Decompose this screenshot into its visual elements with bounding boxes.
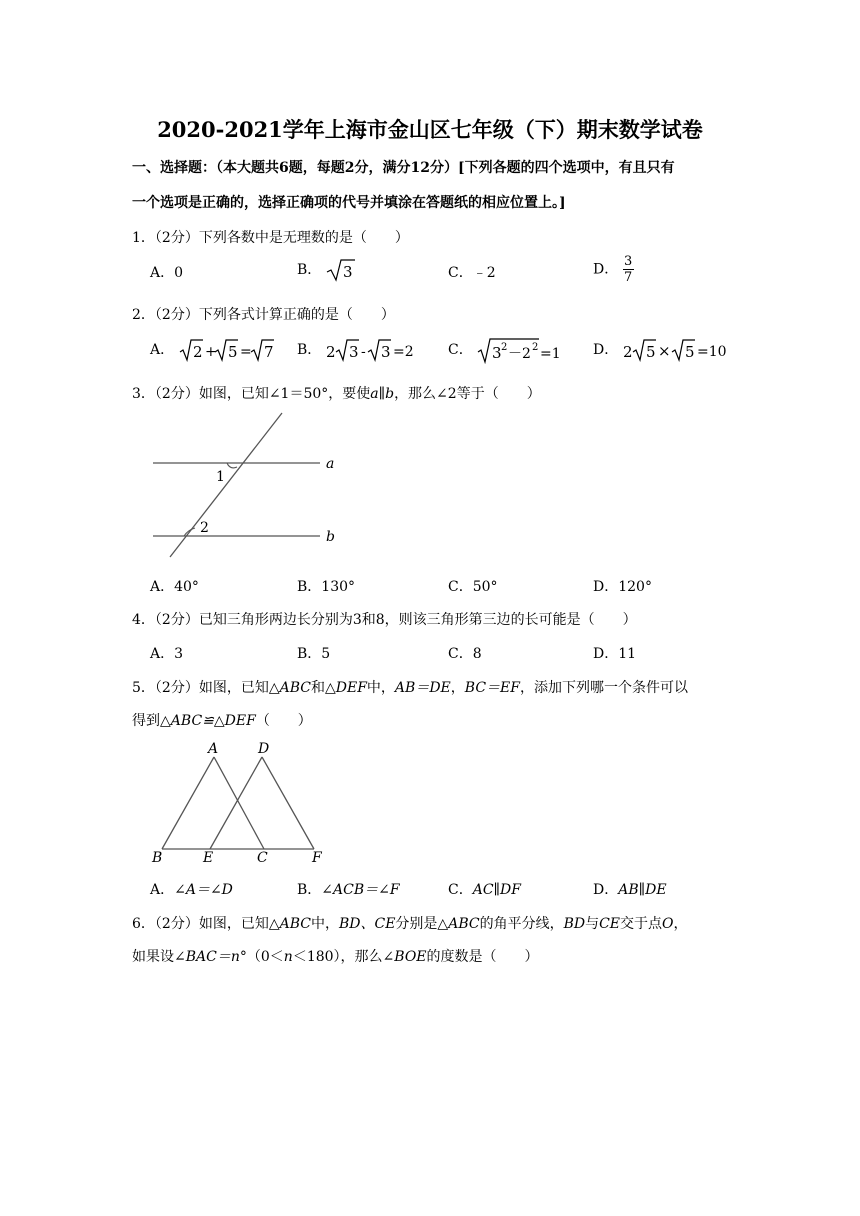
question-3-stem [132,383,541,403]
q6-bac: BAC＝n° [185,949,247,965]
q5-text: 和△ [310,680,336,696]
q5-option-a-text: A＝∠D [185,882,233,898]
fraction-denominator: 7 [624,270,633,285]
fraction [623,255,634,284]
line-a-label: a [326,456,335,472]
vertex-c-label: C [257,850,268,866]
q5-bc-ef: BC＝EF [464,680,520,696]
q5-congruence: ABC≌△DEF [170,713,256,729]
q2-c-tail: =1 [540,346,561,362]
q5-option-a [150,879,233,899]
q2-c-base-1: 3 [492,344,502,362]
q1-option-c: C．﹣2 [448,265,496,281]
q2-c-expression [477,336,577,364]
q6-abc: ABC [279,916,311,932]
q2-b-tail: =2 [392,344,414,360]
q6-text: 分别是△ [395,916,449,932]
q3-stem-pre: 3．（2分）如图，已知∠1＝50°，要使 [132,386,371,402]
q2-option-a-label: A． [150,342,175,358]
q5-option-d-text: AB∥DE [618,882,667,898]
q2-a-radicand-3: 7 [263,343,274,361]
q1-option-b-label: B． [297,262,322,278]
q6-text: ， [673,916,688,932]
q5-abc: ABC [279,680,311,696]
q2-d-tail: =10 [696,344,727,360]
parallel-lines-figure [148,410,348,562]
question-6-stem-line2 [132,946,539,966]
line-b-label: b [326,529,335,545]
q2-option-d [593,338,735,362]
q3-option-d: D．120° [593,579,652,595]
q2-b-radicand-1: 3 [348,343,359,361]
q6-text: 与 [585,916,600,932]
q2-b-expression [326,338,426,362]
question-1-stem: 1．（2分）下列各数中是无理数的是（ ） [132,230,409,246]
q1-b-radicand: 3 [342,263,353,281]
q3-option-c: C．50° [448,579,498,595]
q5-text: 得到△ [132,713,171,729]
q5-option-c-label: C． [448,882,473,898]
q2-option-d-label: D． [593,342,619,358]
q5-text: ，添加下列哪一个条件可以 [519,680,688,696]
q6-text: 6．（2分）如图，已知△ [132,916,280,932]
q4-option-c: C．8 [448,646,482,662]
q1-option-d-label: D． [593,261,619,278]
question-2-stem: 2．（2分）下列各式计算正确的是（ ） [132,307,395,323]
segment-ab [162,757,214,849]
q5-option-b-label: B．∠ [297,882,334,898]
q2-d-radicand-1: 5 [645,343,656,361]
q2-option-c [448,336,577,364]
q2-option-b [297,338,426,362]
q3-option-b: B．130° [297,579,356,595]
q2-d-radicand-2: 5 [684,343,695,361]
vertex-e-label: E [203,850,214,866]
page-title: 2020-2021学年上海市金山区七年级（下）期末数学试卷 [157,117,703,142]
q2-option-a [150,338,283,362]
q6-ce: CE [599,916,621,932]
q3-stem-post: ，那么∠2等于（ ） [394,386,541,402]
q5-text: 5．（2分）如图，已知△ [132,680,280,696]
section-heading-line1: 一、选择题：（本大题共6题，每题2分，满分12分）[下列各题的四个选项中，有且只有 [132,160,675,176]
angle-2-label: 2 [200,520,209,536]
q1-option-a: A．0 [150,265,184,281]
q6-boe: BOE [394,949,427,965]
vertex-d-label: D [258,741,270,757]
q2-d-expression [623,338,735,362]
q4-option-d: D．11 [593,646,637,662]
question-5-stem-line2 [132,710,312,730]
q6-point-o: O [662,916,674,932]
radical-sign-icon [326,258,356,282]
segment-df [262,757,314,849]
q5-option-c [448,879,521,899]
q2-c-mid: －2 [508,346,532,362]
q6-text: 交于点 [620,916,663,932]
q3-option-a: A．40° [150,579,199,595]
q1-option-d [593,255,634,284]
q2-b-radicand-2: 3 [380,343,391,361]
q2-option-c-label: C． [448,342,473,358]
q2-c-exp-1: 2 [501,342,508,353]
q5-text: 中， [366,680,395,696]
q5-option-b [297,879,400,899]
q5-text: ， [450,680,465,696]
question-4-stem: 4．（2分）已知三角形两边长分别为3和8，则该三角形第三边的长可能是（ ） [132,612,637,628]
section-heading-line2: 一个选项是正确的，选择正确项的代号并填涂在答题纸的相应位置上。] [132,195,566,211]
q4-option-a: A．3 [150,646,184,662]
question-5-stem-line1 [132,677,688,697]
q5-ab-de: AB＝DE [394,680,451,696]
q5-option-c-text: AC∥DF [472,882,521,898]
vertex-a-label: A [208,741,219,757]
q6-text: 如果设∠ [132,949,186,965]
segment-ac [214,757,264,849]
q6-bd: BD [563,916,586,932]
question-6-stem-line1 [132,913,688,933]
angle-1-label: 1 [216,469,225,485]
q2-b-coef: 2 [325,343,336,361]
q3-stem-parallel: a∥b [370,386,395,402]
q2-b-minus: - [360,344,366,360]
q2-a-radicand-2: 5 [227,343,238,361]
q6-bd-ce: BD、CE [338,916,396,932]
q1-option-b [297,258,356,282]
q6-text: 中， [310,916,339,932]
angle-1-arc [227,463,237,468]
q2-d-times: × [657,342,671,360]
triangles-figure [146,738,336,868]
q2-a-radicand-1: 2 [192,343,203,361]
q6-text: 的度数是（ ） [426,949,539,965]
fraction-numerator: 3 [624,254,633,269]
q2-c-exp-2: 2 [532,342,539,353]
q6-abc: ABC [448,916,480,932]
segment-ed [210,757,262,849]
q2-a-plus: + [204,344,217,360]
vertex-f-label: F [312,850,322,866]
q5-option-b-text: ACB＝∠F [333,882,400,898]
q6-text: 的角平分线， [479,916,564,932]
vertex-b-label: B [152,850,163,866]
q5-option-d-label: D． [593,882,619,898]
q5-option-d [593,879,667,899]
q2-a-equals: = [239,344,252,360]
q6-text: （0＜ [246,949,284,965]
q5-text: （ ） [255,713,312,729]
q4-option-b: B．5 [297,646,331,662]
q6-text: ＜180），那么∠ [292,949,395,965]
q2-option-b-label: B． [297,342,322,358]
q5-option-a-label: A．∠ [150,882,186,898]
q2-a-expression [179,338,283,362]
q6-n: n [283,949,293,965]
q2-d-coef: 2 [622,343,633,361]
q5-def: DEF [335,680,367,696]
